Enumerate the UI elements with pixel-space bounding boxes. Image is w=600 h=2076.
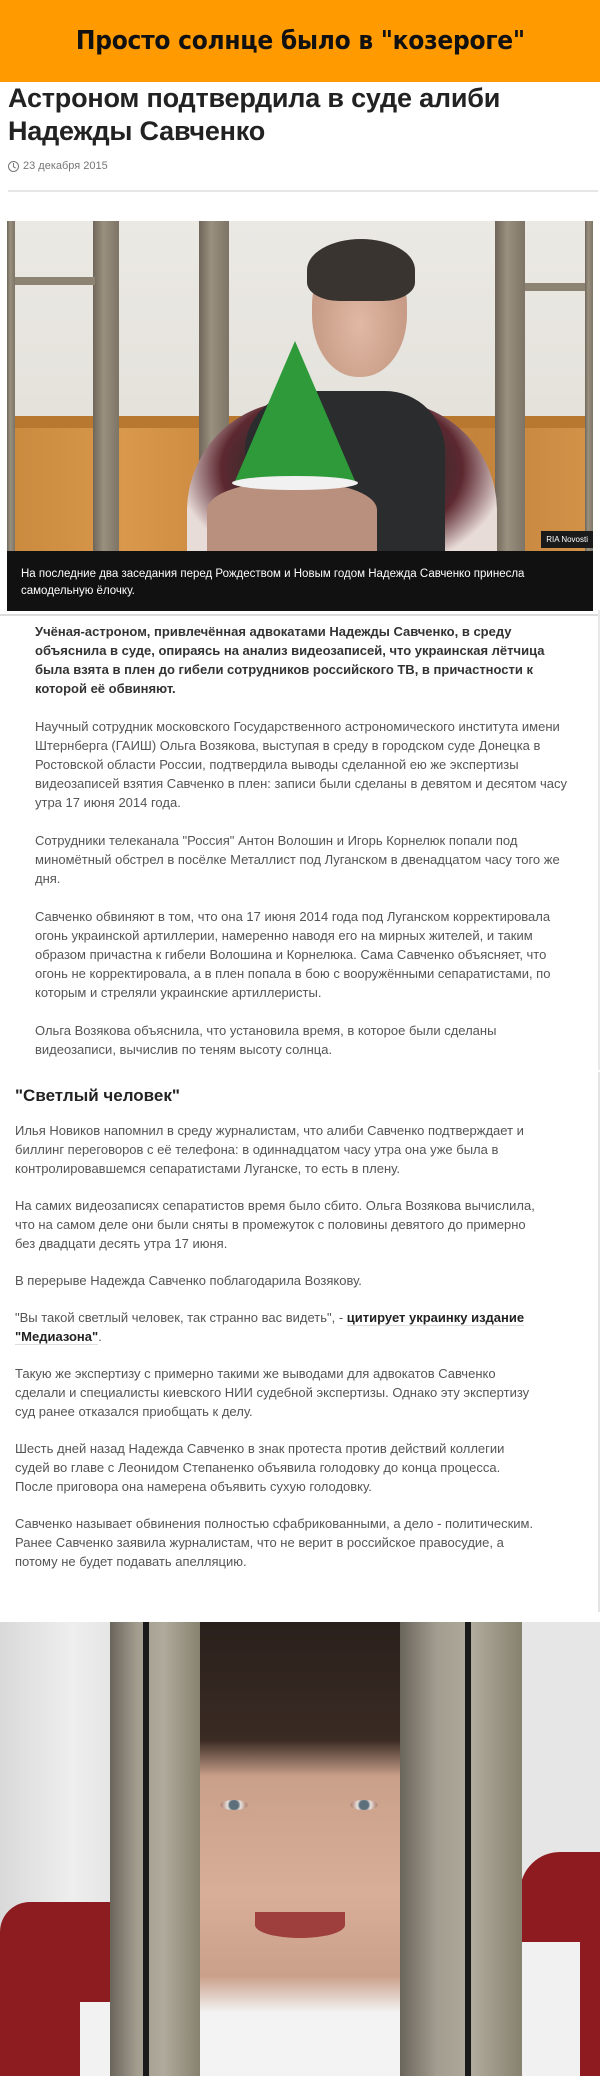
cage-frame [495,221,525,551]
section-divider [0,614,600,616]
smile [255,1912,345,1938]
article-figure [7,221,593,611]
cage-frame [93,221,119,551]
person-hands [207,483,377,551]
section-heading: "Светлый человек" [15,1086,180,1105]
photo-savchenko-behind-bars[interactable] [0,1622,600,2076]
cage-frame [7,221,15,551]
mediazona-link[interactable]: цитирует украинку издание "Медиазона" [15,1310,525,1344]
person-hair [307,239,415,301]
meme-banner [0,0,600,82]
photo-credit: RIA Novosti [541,531,593,548]
person-face [200,1622,400,2076]
cage-bar [110,1622,200,2076]
article-date: 23 декабря 2015 [23,160,108,172]
paragraph: Шесть дней назад Надежда Савченко в знак протеста против действий коллегии судей во главе с Леонидом Степаненко объявила голодовку до конца процесса. После приговора она намерена объявить сухую голодовку. [15,1441,505,1494]
cage-frame [585,221,593,551]
christmas-tree-base [232,476,358,490]
photo-savchenko-christmas-tree[interactable] [7,221,593,551]
quote-text: "Вы такой светлый человек, так странно вас видеть", - [15,1310,347,1325]
paragraph: Ольга Возякова объяснила, что установила время, в которое были сделаны видеозаписи, вычислив по теням высоту солнца. [35,1023,497,1057]
christmas-tree [235,341,355,481]
eye [220,1800,248,1810]
banner-caption: Просто солнце было в "козероге" [75,26,525,56]
paragraph: Такую же экспертизу с примерно такими же выводами для адвокатов Савченко сделали и специалисты киевского НИИ судебной экспертизы. Однако эту экспертизу суд ранее отказался приобщать к делу. [15,1366,530,1419]
paragraph: Савченко называет обвинения полностью сфабрикованными, а дело - политическим. Ранее Савченко заявила журналистам, что не верит в российское правосудие, а потому не будет подавать апелляцию. [15,1516,534,1569]
cage-bar [525,283,585,291]
white-shirt [80,2002,110,2076]
article-section [15,1085,535,1589]
quote-paragraph [15,1308,535,1346]
paragraph: На самих видеозаписях сепаратистов время было сбито. Ольга Возякова вычислила, что на самом деле они были сняты в промежуток с половины девятого до примерно без двадцати десять утра 17 июня. [15,1198,535,1251]
paragraph: В перерыве Надежда Савченко поблагодарила Возякову. [15,1273,362,1288]
article-meta [8,160,108,172]
cage-gap [143,1622,149,2076]
cage-bar [15,277,95,285]
paragraph: Научный сотрудник московского Государственного астрономического института имени Штернберга (ГАИШ) Ольга Возякова, выступая в среду в городском суде Донецка в Ростовской области России, подтвердила выводы сделанной ею же экспертизы видеозаписей взятия Савченко в плен: записи были сделаны в девятом и десятом часу утра 17 июня 2014 года. [35,719,567,810]
cage-gap [465,1622,471,2076]
quote-end: . [98,1329,102,1344]
cage-bar [400,1622,522,2076]
clock-icon [8,161,19,172]
article-lead: Учёная-астроном, привлечённая адвокатами Надежды Савченко, в среду объяснила в суде, опираясь на анализ видеозаписей, что украинская лётчица была взята в плен до гибели сотрудников российского ТВ, в причастности к которой её обвиняют. [35,624,545,696]
article-body [35,622,575,1078]
header-divider [8,190,598,192]
eye [350,1800,378,1810]
paragraph: Сотрудники телеканала "Россия" Антон Волошин и Игорь Корнелюк попали под миномётный обстрел в посёлке Металлист под Луганском в двенадцатом часу того же дня. [35,833,560,886]
white-shirt [520,1942,580,2076]
photo-caption: На последние два заседания перед Рождеством и Новым годом Надежда Савченко принесла самодельную ёлочку. [21,568,525,597]
paragraph: Савченко обвиняют в том, что она 17 июня 2014 года под Луганском корректировала огонь украинской артиллерии, намеренно наводя его на мирных жителей, и таким образом причастна к гибели Волошина и Корнелюка. Сама Савченко объясняет, что огонь не корректировала, а в плен попала в бою с вооружёнными сепаратистами, по которым и стреляли украинские артиллеристы. [35,909,551,1000]
article-title: Астроном подтвердила в суде алиби Надежды Савченко [8,83,501,146]
paragraph: Илья Новиков напомнил в среду журналистам, что алиби Савченко подтверждает и биллинг переговоров с её телефона: в одиннадцатом часу утра она уже была в контролировавшемся сепаратистами Луганске, то есть в плену. [15,1123,524,1176]
